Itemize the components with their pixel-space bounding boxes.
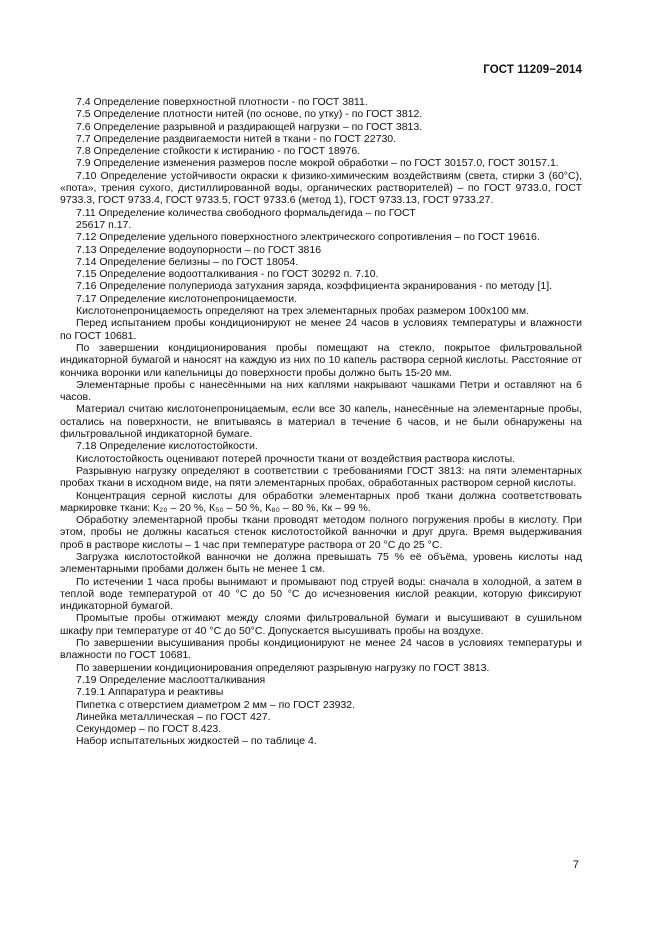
paragraph-7-5: 7.5 Определение плотности нитей (по основе, по утку) - по ГОСТ 3812.	[76, 108, 423, 121]
paragraph-7-6: 7.6 Определение разрывной и раздирающей нагрузки – по ГОСТ 3813.	[76, 120, 423, 133]
paragraph-7-12: 7.12 Определение удельного поверхностного электрического сопротивления – по ГОСТ 19616.	[76, 231, 540, 244]
paragraph-7-18: 7.18 Определение кислотостойкости.	[76, 440, 258, 453]
paragraph-7-16: 7.16 Определение полупериода затухания заряда, коэффициента экранирования - по методу [1].	[76, 280, 553, 293]
paragraph: Промытые пробы отжимают между слоями фильтровальной бумаги и высушивают в сушильном шкафу при температуре от 40 °С до 50°С. Допускается высушивать пробы на воздухе.	[60, 612, 582, 637]
paragraph: Элементарные пробы с нанесёнными на них каплями накрывают чашками Петри и оставляют на 6 часов.	[60, 378, 582, 404]
paragraph-7-9: 7.9 Определение изменения размеров после мокрой обработки – по ГОСТ 30157.0, ГОСТ 30157.1.	[76, 157, 559, 170]
paragraph: По истечении 1 часа пробы вынимают и промывают под струей воды: сначала в холодной, а затем в теплой воде температурой от 40 °С до 50 °С до исчезновения кислой реакции, которую фиксируют индикаторной бумагой.	[60, 575, 582, 613]
equipment-item: Линейка металлическая – по ГОСТ 427.	[76, 710, 271, 723]
paragraph: Перед испытанием пробы кондиционируют не менее 24 часов в условиях температуры и влажности по ГОСТ 10681.	[60, 317, 582, 342]
paragraph: По завершении кондиционирования определяют разрывную нагрузку по ГОСТ 3813.	[76, 661, 490, 674]
page-number: 7	[572, 859, 579, 871]
paragraph: Загрузка кислотостойкой ванночки не должна превышать 75 % её объёма, уровень кислоты над элементарными пробами должен быть не менее 1 см.	[60, 550, 582, 576]
paragraph: Кислотостойкость оценивают потерей прочности ткани от воздействия раствора кислоты.	[76, 452, 516, 465]
document-body	[60, 96, 582, 748]
paragraph: По завершении кондиционирования пробы помещают на стекло, покрытое фильтровальной индикаторной бумагой и наносят на каждую из них по 10 капель раствора серной кислоты. Расстояние от кончика воронки или капельницы до поверхности пробы должно быть 15-20 мм.	[60, 341, 582, 379]
paragraph-7-17: 7.17 Определение кислотонепроницаемости.	[76, 292, 298, 305]
paragraph: Обработку элементарной пробы ткани проводят методом полного погружения пробы в кислоту. При этом, пробы не должны касаться стенок кислотостойкой ванночки и друг друга. Время выдерживания проб в растворе кислоты – 1 час при температуре раствора от 20 °С до 25 °С.	[60, 514, 582, 551]
equipment-item: Набор испытательных жидкостей – по таблице 4.	[76, 735, 317, 748]
paragraph-7-11-continued: 25617 п.17.	[76, 218, 132, 231]
paragraph-7-10: 7.10 Определение устойчивости окраски к физико-химическим воздействиям (света, стирки 3 (60°С), «пота», трения сухого, дистиллированной воды, органических растворителей) – по ГОСТ 9733.0, ГОСТ 9733.3, ГОСТ 9733.4, ГОСТ 9733.5, ГОСТ 9733.6 (метод 1), ГОСТ 9733.13, ГОСТ 9733.27.	[60, 169, 582, 207]
paragraph: Материал считаю кислотонепроницаемым, если все 30 капель, нанесённые на элементарные пробы, остались на поверхности, не впитываясь в материал в течение 6 часов, и не были обнаружены на фильтровальной индикаторной бумаге.	[60, 403, 582, 441]
paragraph: Разрывную нагрузку определяют в соответствии с требованиями ГОСТ 3813: на пяти элементарных пробах ткани в исходном виде, на пяти элементарных пробах, обработанных раствором серной кислоты.	[60, 464, 582, 490]
paragraph: По завершении высушивания пробы кондиционируют не менее 24 часов в условиях температуры и влажности по ГОСТ 10681.	[60, 637, 582, 662]
paragraph-7-4: 7.4 Определение поверхностной плотности - по ГОСТ 3811.	[76, 96, 368, 108]
paragraph-7-19-1: 7.19.1 Аппаратура и реактивы	[76, 686, 224, 699]
paragraph-7-11: 7.11 Определение количества свободного формальдегида – по ГОСТ	[76, 206, 416, 219]
equipment-item: Секундомер – по ГОСТ 8.423.	[76, 723, 222, 736]
paragraph-7-13: 7.13 Определение водоупорности – по ГОСТ 3816	[76, 243, 322, 256]
paragraph-7-7: 7.7 Определение раздвигаемости нитей в ткани - по ГОСТ 22730.	[76, 132, 397, 145]
paragraph-7-19: 7.19 Определение маслоотталкивания	[76, 673, 266, 686]
equipment-item: Пипетка с отверстием диаметром 2 мм – по ГОСТ 23932.	[76, 698, 356, 711]
paragraph-7-14: 7.14 Определение белизны – по ГОСТ 18054.	[76, 255, 299, 268]
paragraph-7-8: 7.8 Определение стойкости к истиранию - по ГОСТ 18976.	[76, 145, 361, 158]
paragraph-7-15: 7.15 Определение водоотталкивания - по ГОСТ 30292 п. 7.10.	[76, 268, 379, 281]
document-code: ГОСТ 11209−2014	[483, 64, 582, 76]
paragraph: Концентрация серной кислоты для обработки элементарных проб ткани должна соответствовать маркировке ткани: К₂₀ – 20 %, К₅₀ – 50 %, К₈₀ – 80 %, Кк – 99 %.	[60, 489, 582, 514]
paragraph: Кислотонепроницаемость определяют на трех элементарных пробах размером 100x100 мм.	[76, 305, 530, 318]
